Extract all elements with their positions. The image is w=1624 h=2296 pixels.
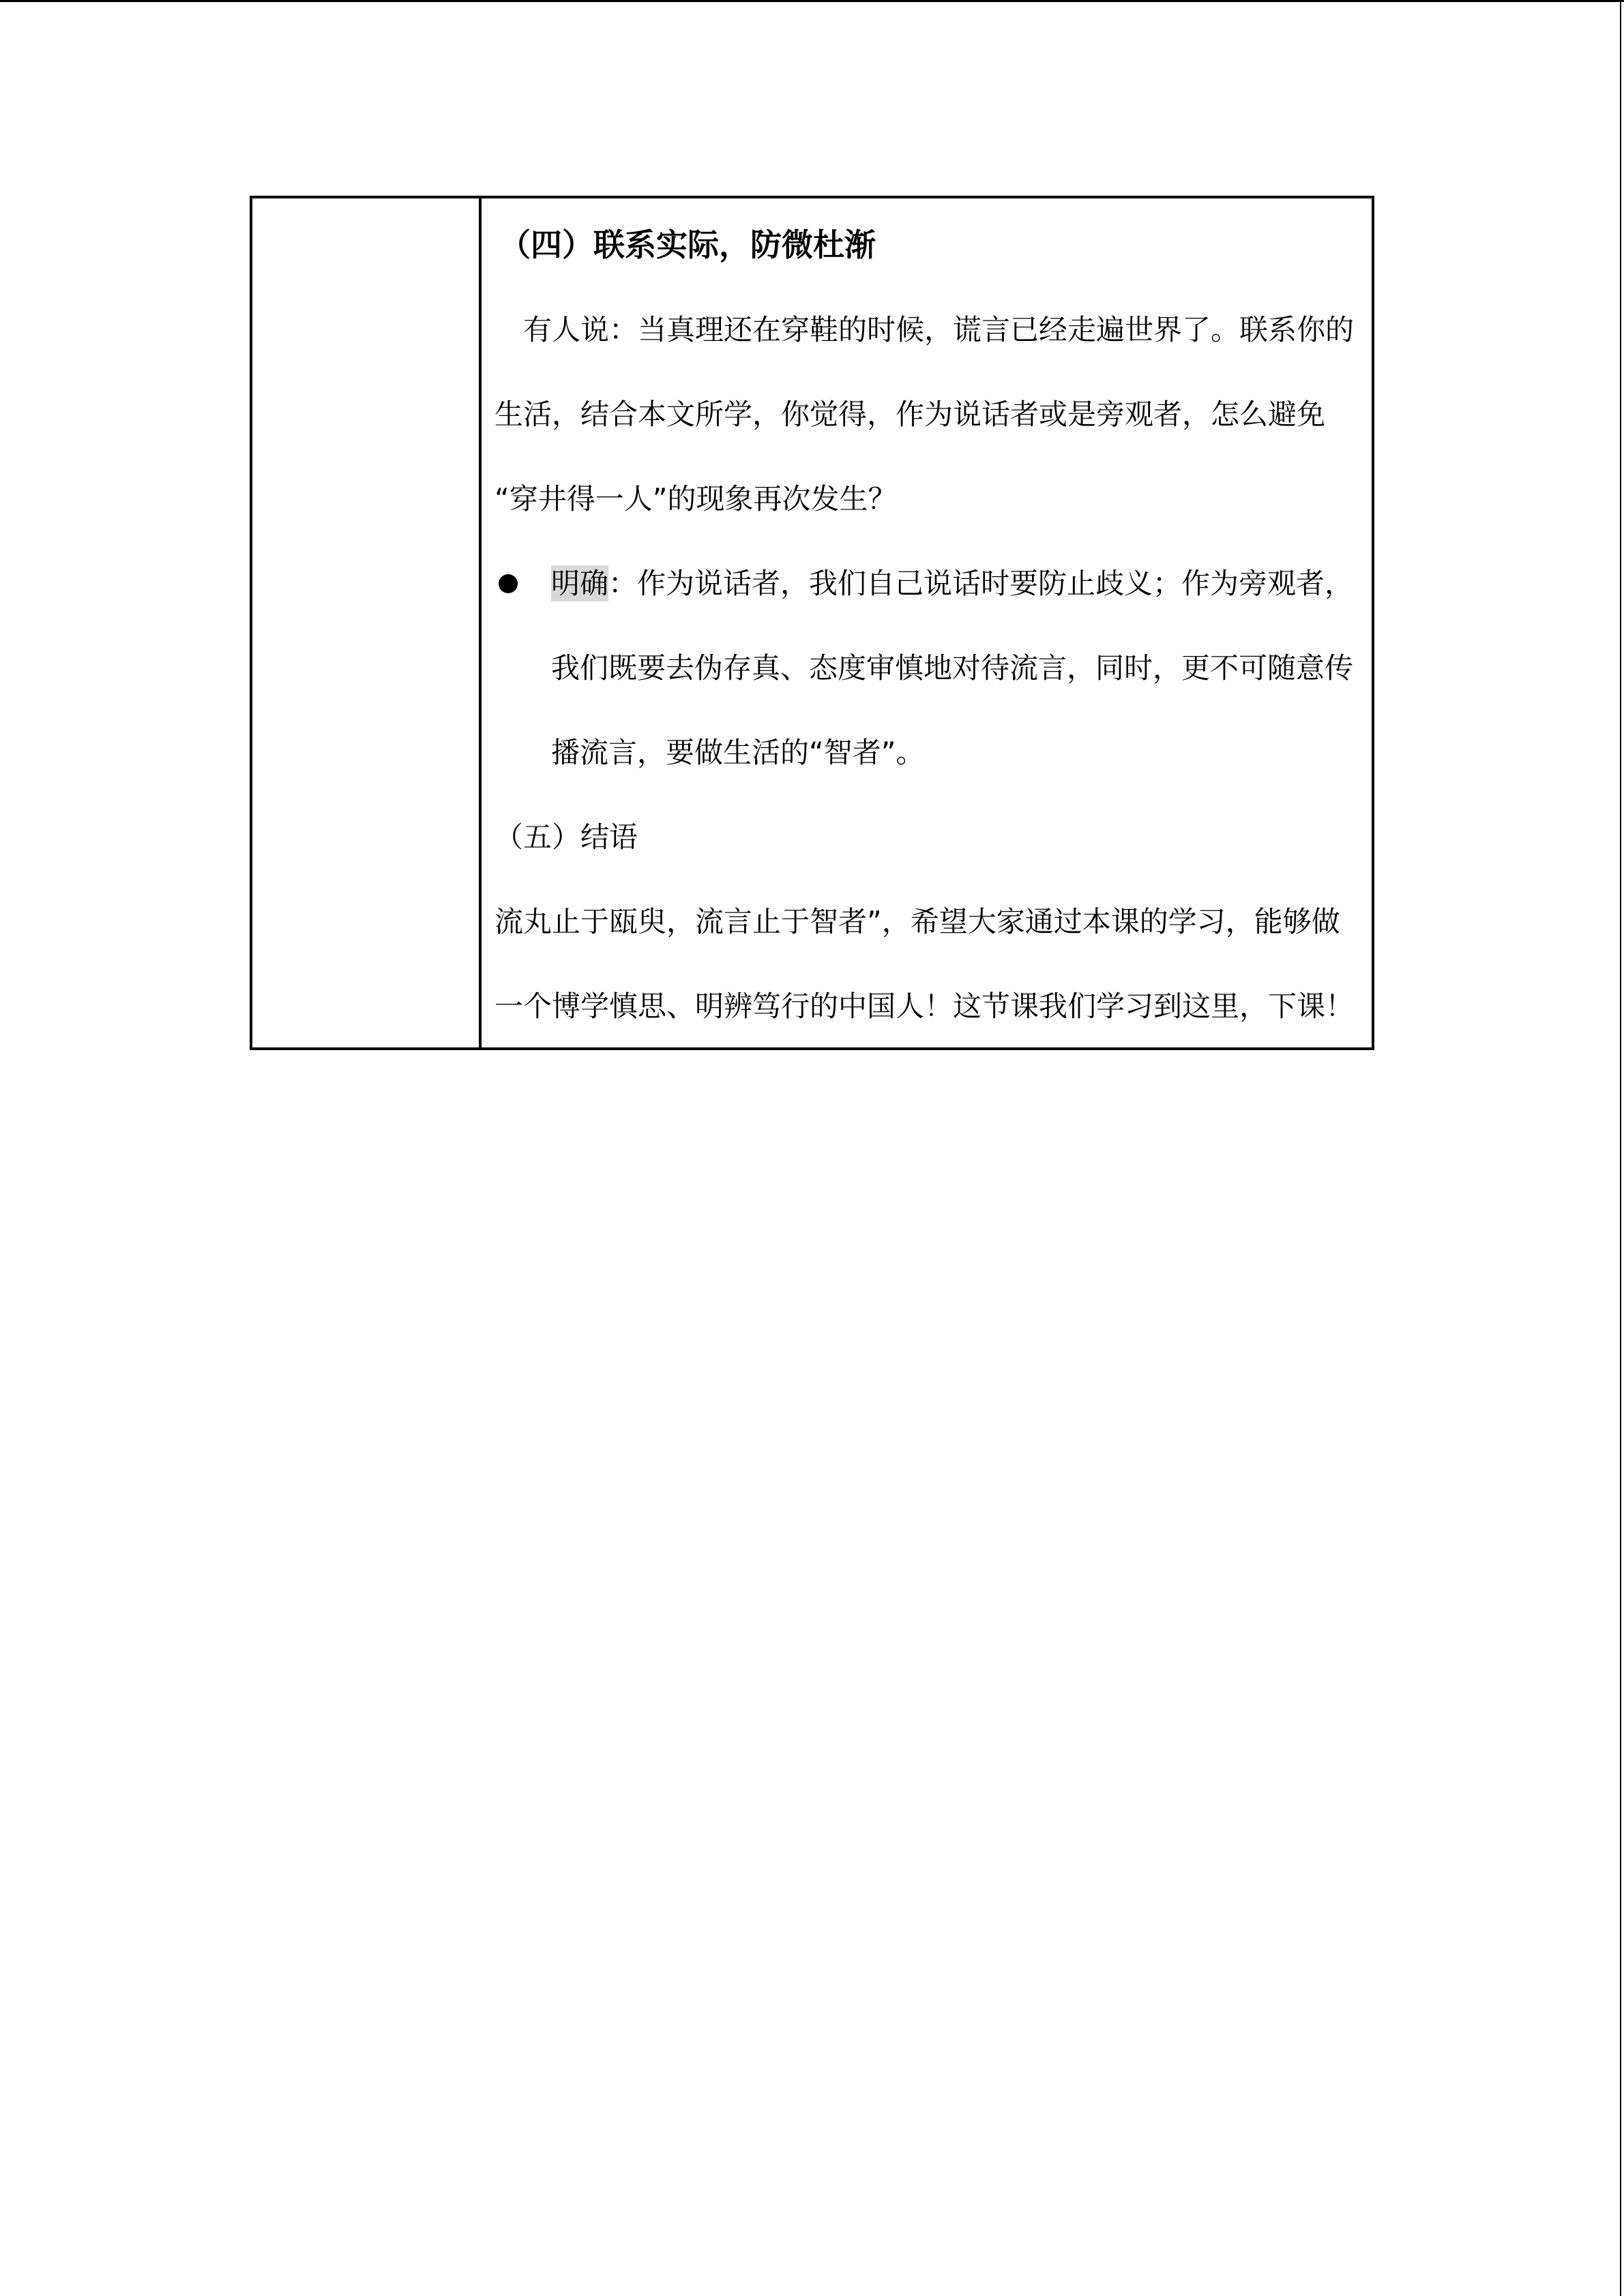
table-left-cell (252, 198, 482, 1047)
section4-para-line-3: “穿井得一人”的现象再次发生？ (494, 482, 897, 516)
bullet-icon (499, 574, 518, 593)
section4-para-line-1: 有人说：当真理还在穿鞋的时候，谎言已经走遍世界了。联系你的 (494, 313, 1355, 346)
section5-line-2: 一个博学慎思、明辨笃行的中国人！这节课我们学习到这里，下课！ (494, 989, 1355, 1023)
answer-line-3: 播流言，要做生活的“智者”。 (551, 736, 925, 769)
answer-line-2: 我们既要去伪存真、态度审慎地对待流言，同时，更不可随意传 (551, 651, 1354, 685)
answer-first-text: ：作为说话者，我们自己说话时要防止歧义；作为旁观者， (608, 567, 1354, 600)
section4-para-line-2: 生活，结合本文所学，你觉得，作为说话者或是旁观者，怎么避免 (494, 398, 1326, 431)
page-right-border (1620, 0, 1621, 2296)
table-right-cell (482, 198, 1372, 1047)
answer-label: 明确 (551, 567, 609, 600)
section5-line-1: 流丸止于瓯臾，流言止于智者”，希望大家通过本课的学习，能够做 (494, 905, 1340, 938)
answer-line-1 (551, 567, 1353, 601)
page-top-border (0, 0, 1624, 2)
section5-heading: （五）结语 (494, 820, 638, 854)
lesson-table (250, 196, 1374, 1050)
section4-heading: （四）联系实际，防微杜渐 (499, 226, 876, 263)
